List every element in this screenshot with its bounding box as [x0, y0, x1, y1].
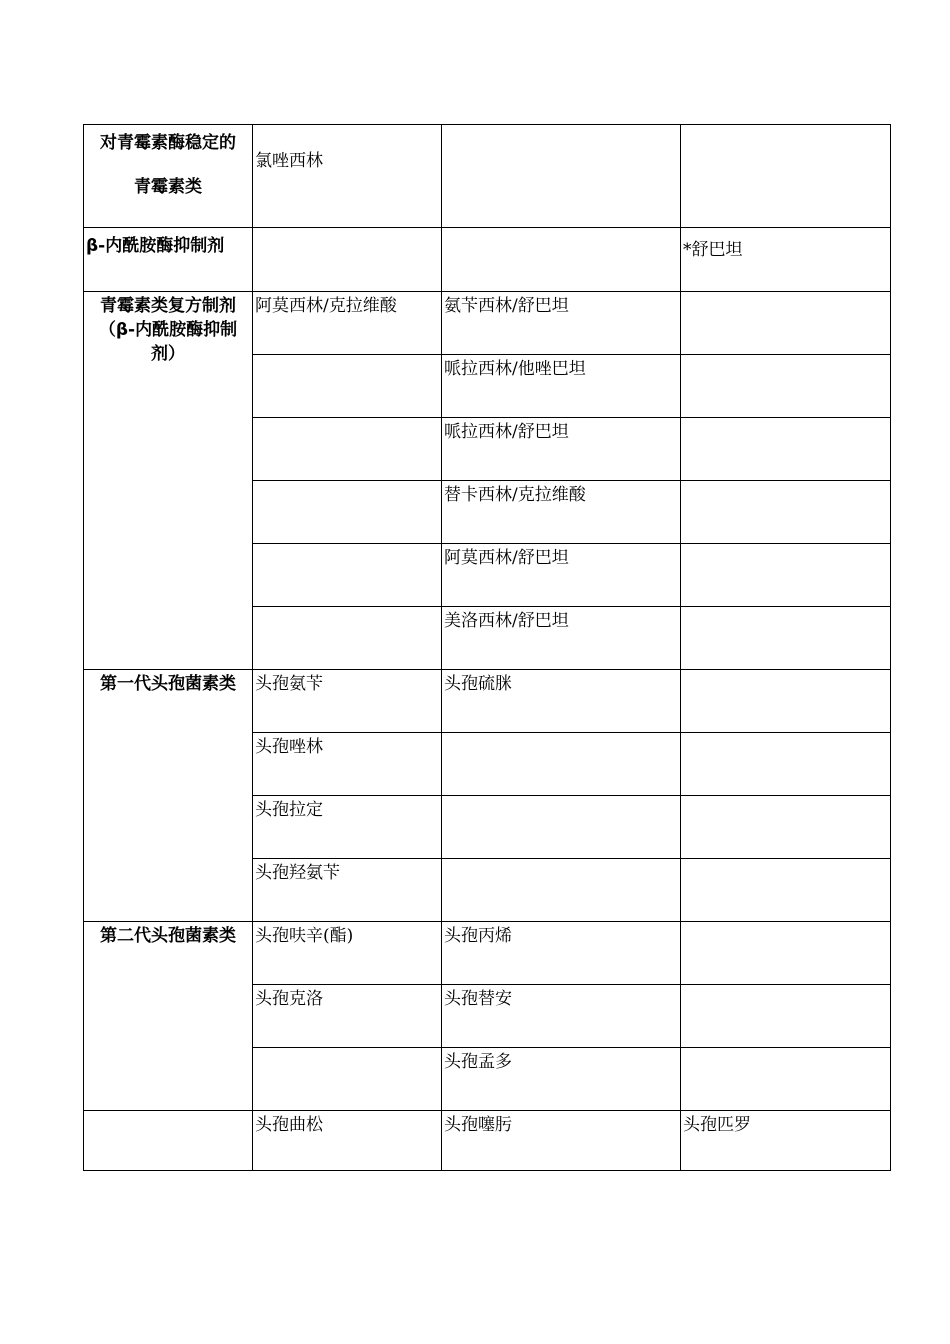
- drug-cell: [442, 228, 681, 292]
- drug-cell: [681, 125, 891, 228]
- drug-cell: [681, 796, 891, 859]
- table-row: [84, 670, 891, 733]
- drug-cell: 头孢拉定: [253, 796, 442, 859]
- drug-cell: 头孢孟多: [442, 1048, 681, 1111]
- drug-cell: 氯唑西林: [253, 125, 442, 228]
- drug-cell: [442, 125, 681, 228]
- table-row: [84, 1111, 891, 1171]
- table-row: [84, 922, 891, 985]
- drug-cell: *舒巴坦: [681, 228, 891, 292]
- category-cell: 青霉素类复方制剂 （β-内酰胺酶抑制 剂）: [84, 292, 253, 670]
- drug-cell: 头孢替安: [442, 985, 681, 1048]
- drug-cell: 替卡西林/克拉维酸: [442, 481, 681, 544]
- drug-cell: [681, 733, 891, 796]
- drug-cell: [253, 481, 442, 544]
- category-cell: 第二代头孢菌素类: [84, 922, 253, 1111]
- drug-cell: [253, 355, 442, 418]
- drug-cell: 头孢唑林: [253, 733, 442, 796]
- antibiotic-classification-table: [83, 124, 891, 1171]
- drug-cell: 阿莫西林/克拉维酸: [253, 292, 442, 355]
- category-cell: β-内酰胺酶抑制剂: [84, 228, 253, 292]
- category-cell: [84, 1111, 253, 1171]
- table-row: [84, 228, 891, 292]
- drug-cell: 头孢曲松: [253, 1111, 442, 1171]
- drug-cell: [253, 544, 442, 607]
- drug-cell: [681, 481, 891, 544]
- drug-cell: [681, 544, 891, 607]
- drug-cell: [253, 228, 442, 292]
- drug-cell: 头孢匹罗: [681, 1111, 891, 1171]
- drug-cell: [442, 733, 681, 796]
- drug-cell: [253, 418, 442, 481]
- drug-cell: [681, 292, 891, 355]
- drug-cell: 阿莫西林/舒巴坦: [442, 544, 681, 607]
- drug-cell: [681, 670, 891, 733]
- drug-cell: 头孢克洛: [253, 985, 442, 1048]
- drug-cell: 头孢丙烯: [442, 922, 681, 985]
- drug-cell: 美洛西林/舒巴坦: [442, 607, 681, 670]
- drug-cell: 氨苄西林/舒巴坦: [442, 292, 681, 355]
- drug-cell: [681, 985, 891, 1048]
- drug-cell: 头孢呋辛(酯): [253, 922, 442, 985]
- drug-cell: [253, 1048, 442, 1111]
- drug-cell: [681, 859, 891, 922]
- drug-cell: [681, 355, 891, 418]
- drug-cell: 哌拉西林/舒巴坦: [442, 418, 681, 481]
- drug-cell: 头孢氨苄: [253, 670, 442, 733]
- drug-cell: [681, 607, 891, 670]
- drug-cell: [442, 796, 681, 859]
- drug-cell: 哌拉西林/他唑巴坦: [442, 355, 681, 418]
- category-cell: 第一代头孢菌素类: [84, 670, 253, 922]
- drug-cell: [681, 418, 891, 481]
- drug-cell: [253, 607, 442, 670]
- drug-cell: 头孢羟氨苄: [253, 859, 442, 922]
- category-cell: 对青霉素酶稳定的 青霉素类: [84, 125, 253, 228]
- drug-cell: 头孢噻肟: [442, 1111, 681, 1171]
- drug-cell: [442, 859, 681, 922]
- drug-cell: [681, 1048, 891, 1111]
- drug-cell: [681, 922, 891, 985]
- table-row: [84, 125, 891, 228]
- drug-cell: 头孢硫脒: [442, 670, 681, 733]
- table-row: [84, 292, 891, 355]
